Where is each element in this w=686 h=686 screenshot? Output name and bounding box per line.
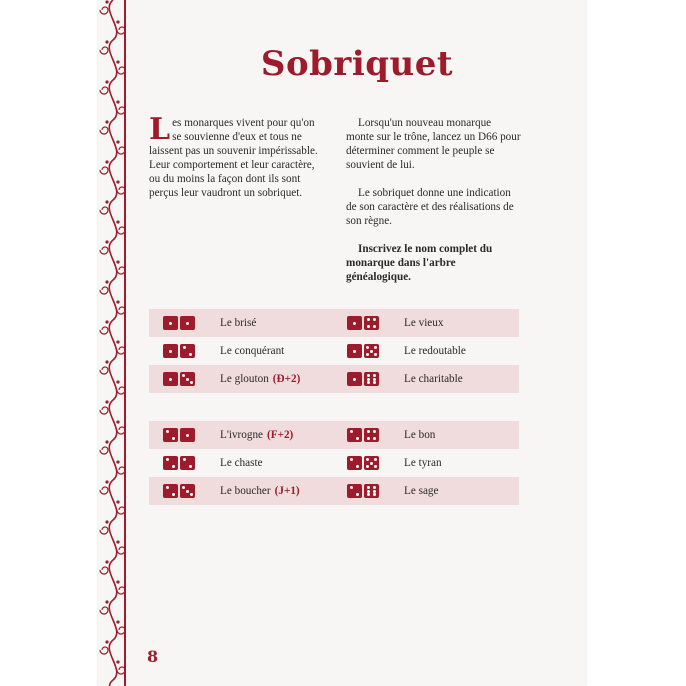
die-face-2-icon (163, 456, 178, 470)
sobriquet-label: L'ivrogne (220, 429, 264, 441)
table-cell (163, 309, 333, 337)
border-berry (116, 20, 119, 23)
border-berry (116, 180, 119, 183)
border-berry (116, 460, 119, 463)
border-curl (100, 167, 108, 174)
dice-pair (347, 484, 379, 498)
table-cell (163, 477, 333, 505)
border-curl (100, 287, 108, 294)
border-curl (100, 7, 108, 14)
table-cell (163, 337, 333, 365)
table-row (149, 337, 519, 365)
border-berry (105, 640, 108, 643)
border-curl (100, 127, 108, 134)
border-berry (105, 400, 108, 403)
die-face-5-icon (364, 344, 379, 358)
sobriquet-label: Le redoutable (404, 345, 466, 357)
border-berry (105, 120, 108, 123)
table-cell (163, 449, 333, 477)
border-berry (116, 60, 119, 63)
sobriquet-label: Le bon (404, 429, 436, 441)
border-berry (105, 160, 108, 163)
modifier-label: (J+1) (274, 485, 300, 497)
page-number: 8 (147, 647, 159, 666)
modifier-label: (Ð+2) (272, 373, 301, 385)
die-face-2-icon (163, 484, 178, 498)
border-berry (105, 200, 108, 203)
border-curl (100, 207, 108, 214)
table-cell (347, 449, 517, 477)
die-face-2-icon (347, 428, 362, 442)
border-curl (100, 327, 108, 334)
border-curl (100, 407, 108, 414)
dice-pair (347, 428, 379, 442)
border-berry (116, 580, 119, 583)
die-face-2-icon (180, 456, 195, 470)
table-cell (163, 421, 333, 449)
modifier-label: (F+2) (267, 429, 294, 441)
table-row (149, 365, 519, 393)
border-berry (105, 80, 108, 83)
border-berry (116, 140, 119, 143)
table-cell (347, 421, 517, 449)
die-face-4-icon (364, 428, 379, 442)
die-face-3-icon (180, 484, 195, 498)
table-cell (347, 337, 517, 365)
dice-pair (347, 372, 379, 386)
die-face-2-icon (347, 484, 362, 498)
border-curl (100, 567, 108, 574)
intro-text: es monarques vivent pour qu'on se souvienne d'eux et tous ne laissent pas un souvenir impérissable. Leur comportement et leur caractère, ou du moins la façon dont ils sont perçus leur vaudront un sobriquet. (149, 117, 318, 199)
die-face-6-icon (364, 484, 379, 498)
border-berry (105, 440, 108, 443)
border-curl (100, 487, 108, 494)
table-cell (347, 477, 517, 505)
die-face-1-icon (180, 316, 195, 330)
border-berry (116, 500, 119, 503)
dice-pair (347, 316, 379, 330)
instruction-paragraph-3: Inscrivez le nom complet du monarque dans l'arbre généalogique. (346, 243, 493, 283)
die-face-5-icon (364, 456, 379, 470)
border-curl (100, 607, 108, 614)
border-berry (116, 620, 119, 623)
intro-left-column (149, 112, 321, 214)
sobriquet-table-2 (149, 421, 519, 505)
die-face-1-icon (163, 344, 178, 358)
sobriquet-label: Le sage (404, 485, 439, 497)
border-berry (116, 420, 119, 423)
border-berry (116, 660, 119, 663)
border-berry (116, 300, 119, 303)
border-berry (105, 360, 108, 363)
border-berry (105, 320, 108, 323)
instruction-paragraph-2: Le sobriquet donne une indication de son caractère et des réalisations de son règne. (346, 187, 514, 227)
table-row (149, 449, 519, 477)
die-face-1-icon (347, 316, 362, 330)
die-face-3-icon (180, 372, 195, 386)
dice-pair (163, 456, 195, 470)
die-face-6-icon (364, 372, 379, 386)
sobriquet-label: Le conquérant (220, 345, 285, 357)
border-berry (116, 340, 119, 343)
drop-cap: L (149, 112, 171, 147)
dice-pair (163, 372, 195, 386)
border-berry (116, 100, 119, 103)
table-cell (163, 365, 333, 393)
sobriquet-label: Le tyran (404, 457, 442, 469)
dice-pair (347, 344, 379, 358)
table-row (149, 421, 519, 449)
page-title: Sobriquet (260, 44, 454, 84)
intro-paragraph (149, 112, 321, 200)
sobriquet-label: Le vieux (404, 317, 444, 329)
border-berry (105, 560, 108, 563)
dice-pair (163, 344, 195, 358)
border-berry (105, 600, 108, 603)
border-curl (100, 647, 108, 654)
border-berry (105, 480, 108, 483)
sobriquet-label: Le glouton (220, 373, 269, 385)
sobriquet-label: Le chaste (220, 457, 263, 469)
border-rule (124, 0, 126, 686)
sobriquet-label: Le charitable (404, 373, 463, 385)
die-face-1-icon (180, 428, 195, 442)
border-curl (100, 447, 108, 454)
sobriquet-table-1 (149, 309, 519, 393)
dice-pair (163, 428, 195, 442)
border-berry (105, 0, 108, 3)
dice-pair (347, 456, 379, 470)
sobriquet-label: Le brisé (220, 317, 257, 329)
border-curl (100, 87, 108, 94)
die-face-1-icon (163, 316, 178, 330)
intro-right-column (346, 116, 521, 298)
die-face-1-icon (347, 372, 362, 386)
sobriquet-label: Le boucher (220, 485, 271, 497)
die-face-2-icon (347, 456, 362, 470)
table-cell (347, 309, 517, 337)
border-berry (116, 260, 119, 263)
border-berry (105, 520, 108, 523)
border-berry (105, 40, 108, 43)
border-curl (100, 247, 108, 254)
die-face-4-icon (364, 316, 379, 330)
die-face-1-icon (347, 344, 362, 358)
die-face-1-icon (163, 372, 178, 386)
table-row (149, 477, 519, 505)
border-berry (116, 540, 119, 543)
table-row (149, 309, 519, 337)
instruction-paragraph-1: Lorsqu'un nouveau monarque monte sur le trône, lancez un D66 pour déterminer comment le peuple se souvient de lui. (346, 117, 521, 171)
dice-pair (163, 316, 195, 330)
border-curl (100, 367, 108, 374)
die-face-2-icon (180, 344, 195, 358)
die-face-2-icon (163, 428, 178, 442)
border-curl (100, 47, 108, 54)
border-berry (116, 380, 119, 383)
border-curl (100, 527, 108, 534)
table-cell (347, 365, 517, 393)
border-berry (105, 240, 108, 243)
border-berry (116, 220, 119, 223)
dice-pair (163, 484, 195, 498)
border-berry (105, 280, 108, 283)
border-vine (109, 0, 117, 686)
